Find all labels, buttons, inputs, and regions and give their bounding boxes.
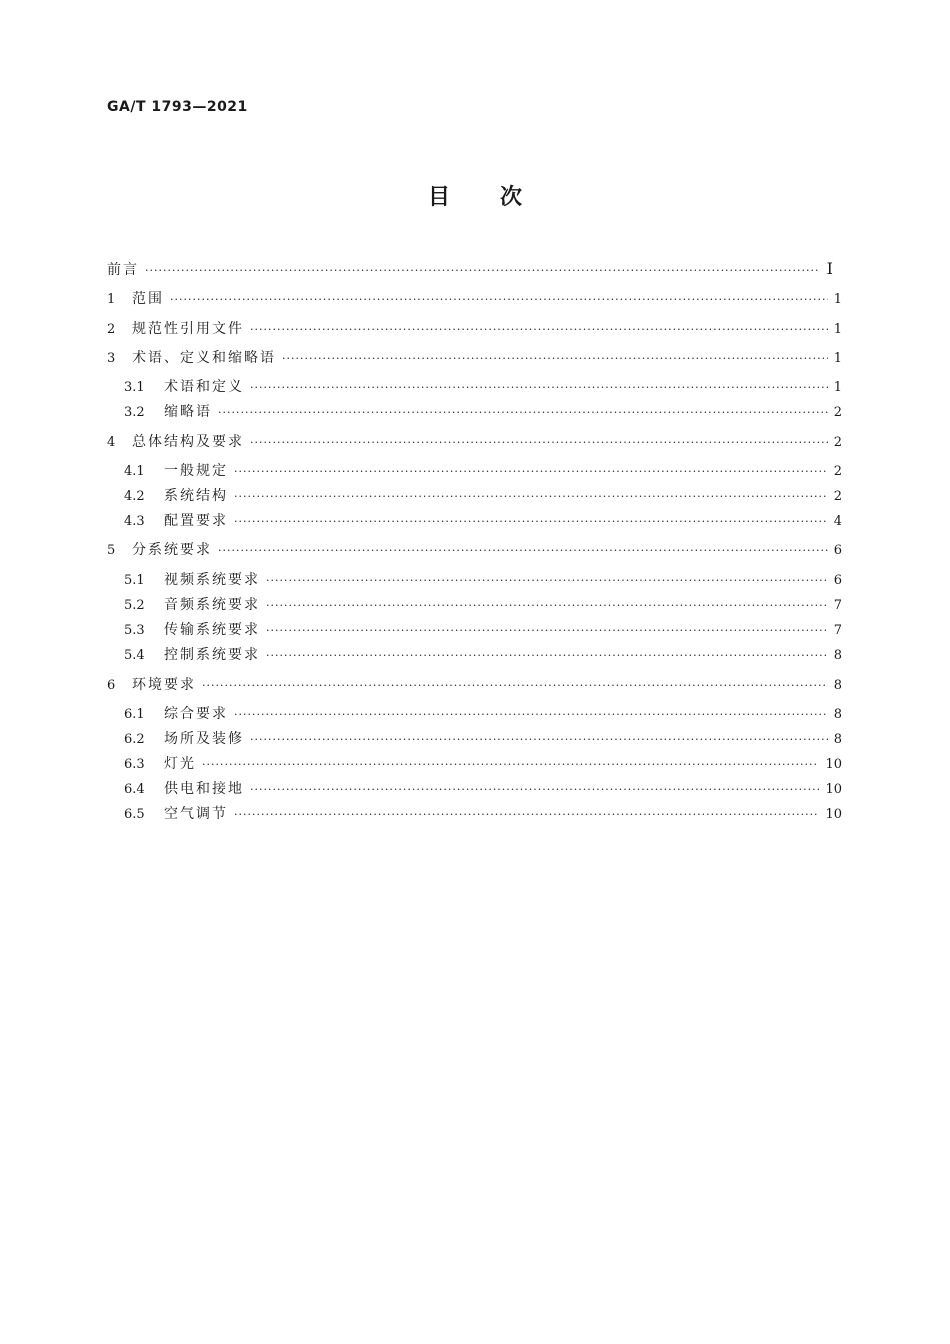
toc-entry-page: 1 [833,351,842,366]
dot-leader [202,758,819,771]
toc-entry-page: 8 [833,648,842,663]
toc-entry-number: 5.1 [124,573,145,588]
toc-entry-6-4[interactable] [124,778,842,800]
toc-entry-label: 传输系统要求 [164,622,260,638]
toc-entry-4-1[interactable] [124,460,842,482]
toc-entry-6[interactable] [107,674,842,696]
toc-entry-5-2[interactable] [124,594,842,616]
toc-entry-number: 3 [107,351,116,366]
dot-leader [234,465,828,478]
toc-entry-page: 2 [833,489,842,504]
toc-entry-label: 总体结构及要求 [132,434,244,450]
toc-entry-number: 5.2 [124,598,145,613]
dot-leader [218,544,828,557]
dot-leader [234,515,828,528]
toc-entry-number: 5.3 [124,623,145,638]
dot-leader [282,352,828,365]
toc-entry-page: 8 [833,707,842,722]
toc-entry-6-3[interactable] [124,753,842,775]
toc-entry-label: 灯光 [164,756,196,772]
toc-entry-6-2[interactable] [124,728,842,750]
dot-leader [250,381,828,394]
toc-entry-number: 6.4 [124,782,145,797]
toc-entry-label: 视频系统要求 [164,572,260,588]
dot-leader [234,490,828,503]
toc-entry-5[interactable] [107,539,842,561]
toc-entry-page: 7 [833,598,842,613]
toc-entry-5-1[interactable] [124,569,842,591]
dot-leader [145,264,819,277]
toc-entry-number: 4.3 [124,514,145,529]
toc-entry-label: 前言 [107,262,139,278]
toc-entry-label: 控制系统要求 [164,647,260,663]
toc-entry-3-1[interactable] [124,376,842,398]
toc-entry-4[interactable] [107,431,842,453]
toc-entry-label: 缩略语 [164,404,212,420]
toc-entry-number: 4.2 [124,489,145,504]
toc-entry-page: 8 [833,678,842,693]
toc-entry-page: 6 [833,543,842,558]
toc-entry-5-4[interactable] [124,644,842,666]
toc-entry-number: 1 [107,292,116,307]
toc-entry-number: 3.2 [124,405,145,420]
toc-entry-page: 6 [833,573,842,588]
dot-leader [234,808,819,821]
toc-entry-label: 术语、定义和缩略语 [132,350,276,366]
toc-entry-number: 6.1 [124,707,145,722]
toc-entry-4-2[interactable] [124,485,842,507]
toc-entry-page: 8 [833,732,842,747]
toc-entry-number: 4.1 [124,464,145,479]
toc-entry-label: 空气调节 [164,806,228,822]
toc-entry-number: 6.3 [124,757,145,772]
toc-entry-number: 6.5 [124,807,145,822]
dot-leader [250,436,828,449]
toc-entry-1[interactable] [107,288,842,310]
toc-entry-number: 5.4 [124,648,145,663]
dot-leader [218,406,828,419]
toc-entry-page: 4 [833,514,842,529]
toc-entry-4-3[interactable] [124,510,842,532]
dot-leader [250,733,828,746]
toc-entry-page: 10 [825,807,842,822]
document-code: GA/T 1793—2021 [107,99,248,115]
dot-leader [234,708,828,721]
toc-entry-number: 6.2 [124,732,145,747]
dot-leader [266,649,828,662]
dot-leader [250,323,828,336]
toc-entry-page: 2 [833,464,842,479]
toc-entry-label: 综合要求 [164,706,228,722]
toc-entry-number: 5 [107,543,116,558]
toc-entry-number: 2 [107,322,116,337]
toc-entry-page: 1 [833,292,842,307]
toc-entry-5-3[interactable] [124,619,842,641]
toc-entry-page: 7 [833,623,842,638]
toc-entry-page: 1 [833,322,842,337]
toc-entry-label: 场所及装修 [164,731,244,747]
toc-entry-page: 10 [825,757,842,772]
toc-entry-3[interactable] [107,347,842,369]
toc-entry-3-2[interactable] [124,401,842,423]
toc-entry-page: Ⅰ [826,259,833,278]
toc-entry-number: 4 [107,435,116,450]
toc-entry-number: 6 [107,678,116,693]
toc-entry-label: 一般规定 [164,463,228,479]
dot-leader [202,679,828,692]
toc-entry-label: 范围 [132,291,164,307]
toc-entry-label: 规范性引用文件 [132,321,244,337]
dot-leader [266,574,828,587]
toc-entry-page: 2 [833,405,842,420]
dot-leader [250,783,819,796]
toc-entry-page: 1 [833,380,842,395]
toc-entry-label: 分系统要求 [132,542,212,558]
toc-entry-page: 10 [825,782,842,797]
toc-entry-6-5[interactable] [124,803,842,825]
toc-entry-6-1[interactable] [124,703,842,725]
toc-entry-number: 3.1 [124,380,145,395]
toc-entry-foreword[interactable] [107,259,838,281]
toc-entry-label: 系统结构 [164,488,228,504]
dot-leader [170,293,828,306]
dot-leader [266,624,828,637]
toc-title: 目次 [427,185,572,210]
dot-leader [266,599,828,612]
toc-entry-label: 供电和接地 [164,781,244,797]
toc-entry-page: 2 [833,435,842,450]
toc-entry-label: 音频系统要求 [164,597,260,613]
toc-entry-label: 配置要求 [164,513,228,529]
toc-entry-2[interactable] [107,318,842,340]
toc-entry-label: 术语和定义 [164,379,244,395]
toc-entry-label: 环境要求 [132,677,196,693]
